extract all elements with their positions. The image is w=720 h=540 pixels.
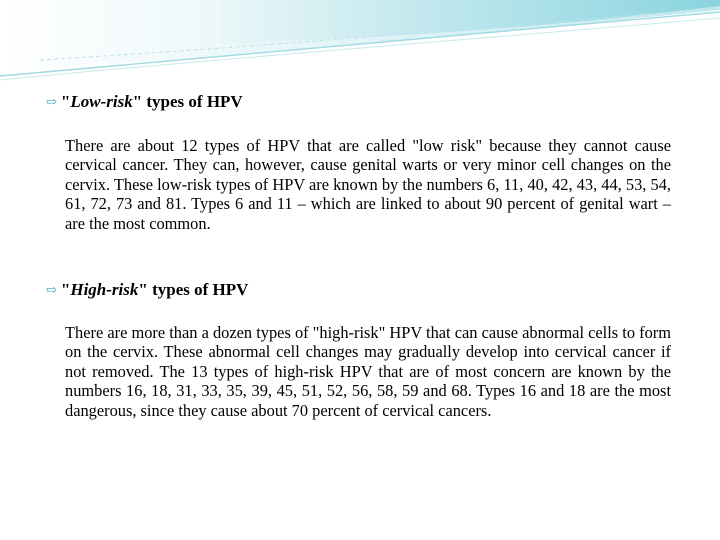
high-risk-paragraph: There are more than a dozen types of "high-risk" HPV that can cause abnormal cells to form on the cervix. These abnormal cell changes may gradually develop into cervical cancer if not removed. The 13 types of high-risk HPV that are of most concern are known by the numbers 16, 18, 31, 33, 35, 39, 45, 51, 52, 56, 58, 59 and 68. Types 16 and 18 are the most dangerous, since they cause about 70 percent of cervical cancers. — [65, 323, 671, 420]
section-heading-high-risk — [46, 280, 248, 300]
decorative-banner — [0, 0, 720, 90]
heading-quote: " — [60, 280, 71, 299]
heading-emphasis: Low-risk — [70, 92, 133, 111]
heading-text: " types of HPV — [138, 280, 249, 299]
hollow-arrow-bullet-icon: ⇨ — [46, 282, 57, 297]
heading-text: " types of HPV — [132, 92, 243, 111]
low-risk-paragraph: There are about 12 types of HPV that are called "low risk" because they cannot cause cervical cancer. They can, however, cause genital warts or very minor cell changes on the cervix. These low-risk types of HPV are known by the numbers 6, 11, 40, 42, 43, 44, 53, 54, 61, 72, 73 and 81. Types 6 and 11 – which are linked to about 90 percent of genital wart – are the most common. — [65, 136, 671, 233]
heading-emphasis: High-risk — [70, 280, 139, 299]
hollow-arrow-bullet-icon: ⇨ — [46, 94, 57, 109]
heading-quote: " — [60, 92, 71, 111]
section-heading-low-risk — [46, 92, 243, 112]
